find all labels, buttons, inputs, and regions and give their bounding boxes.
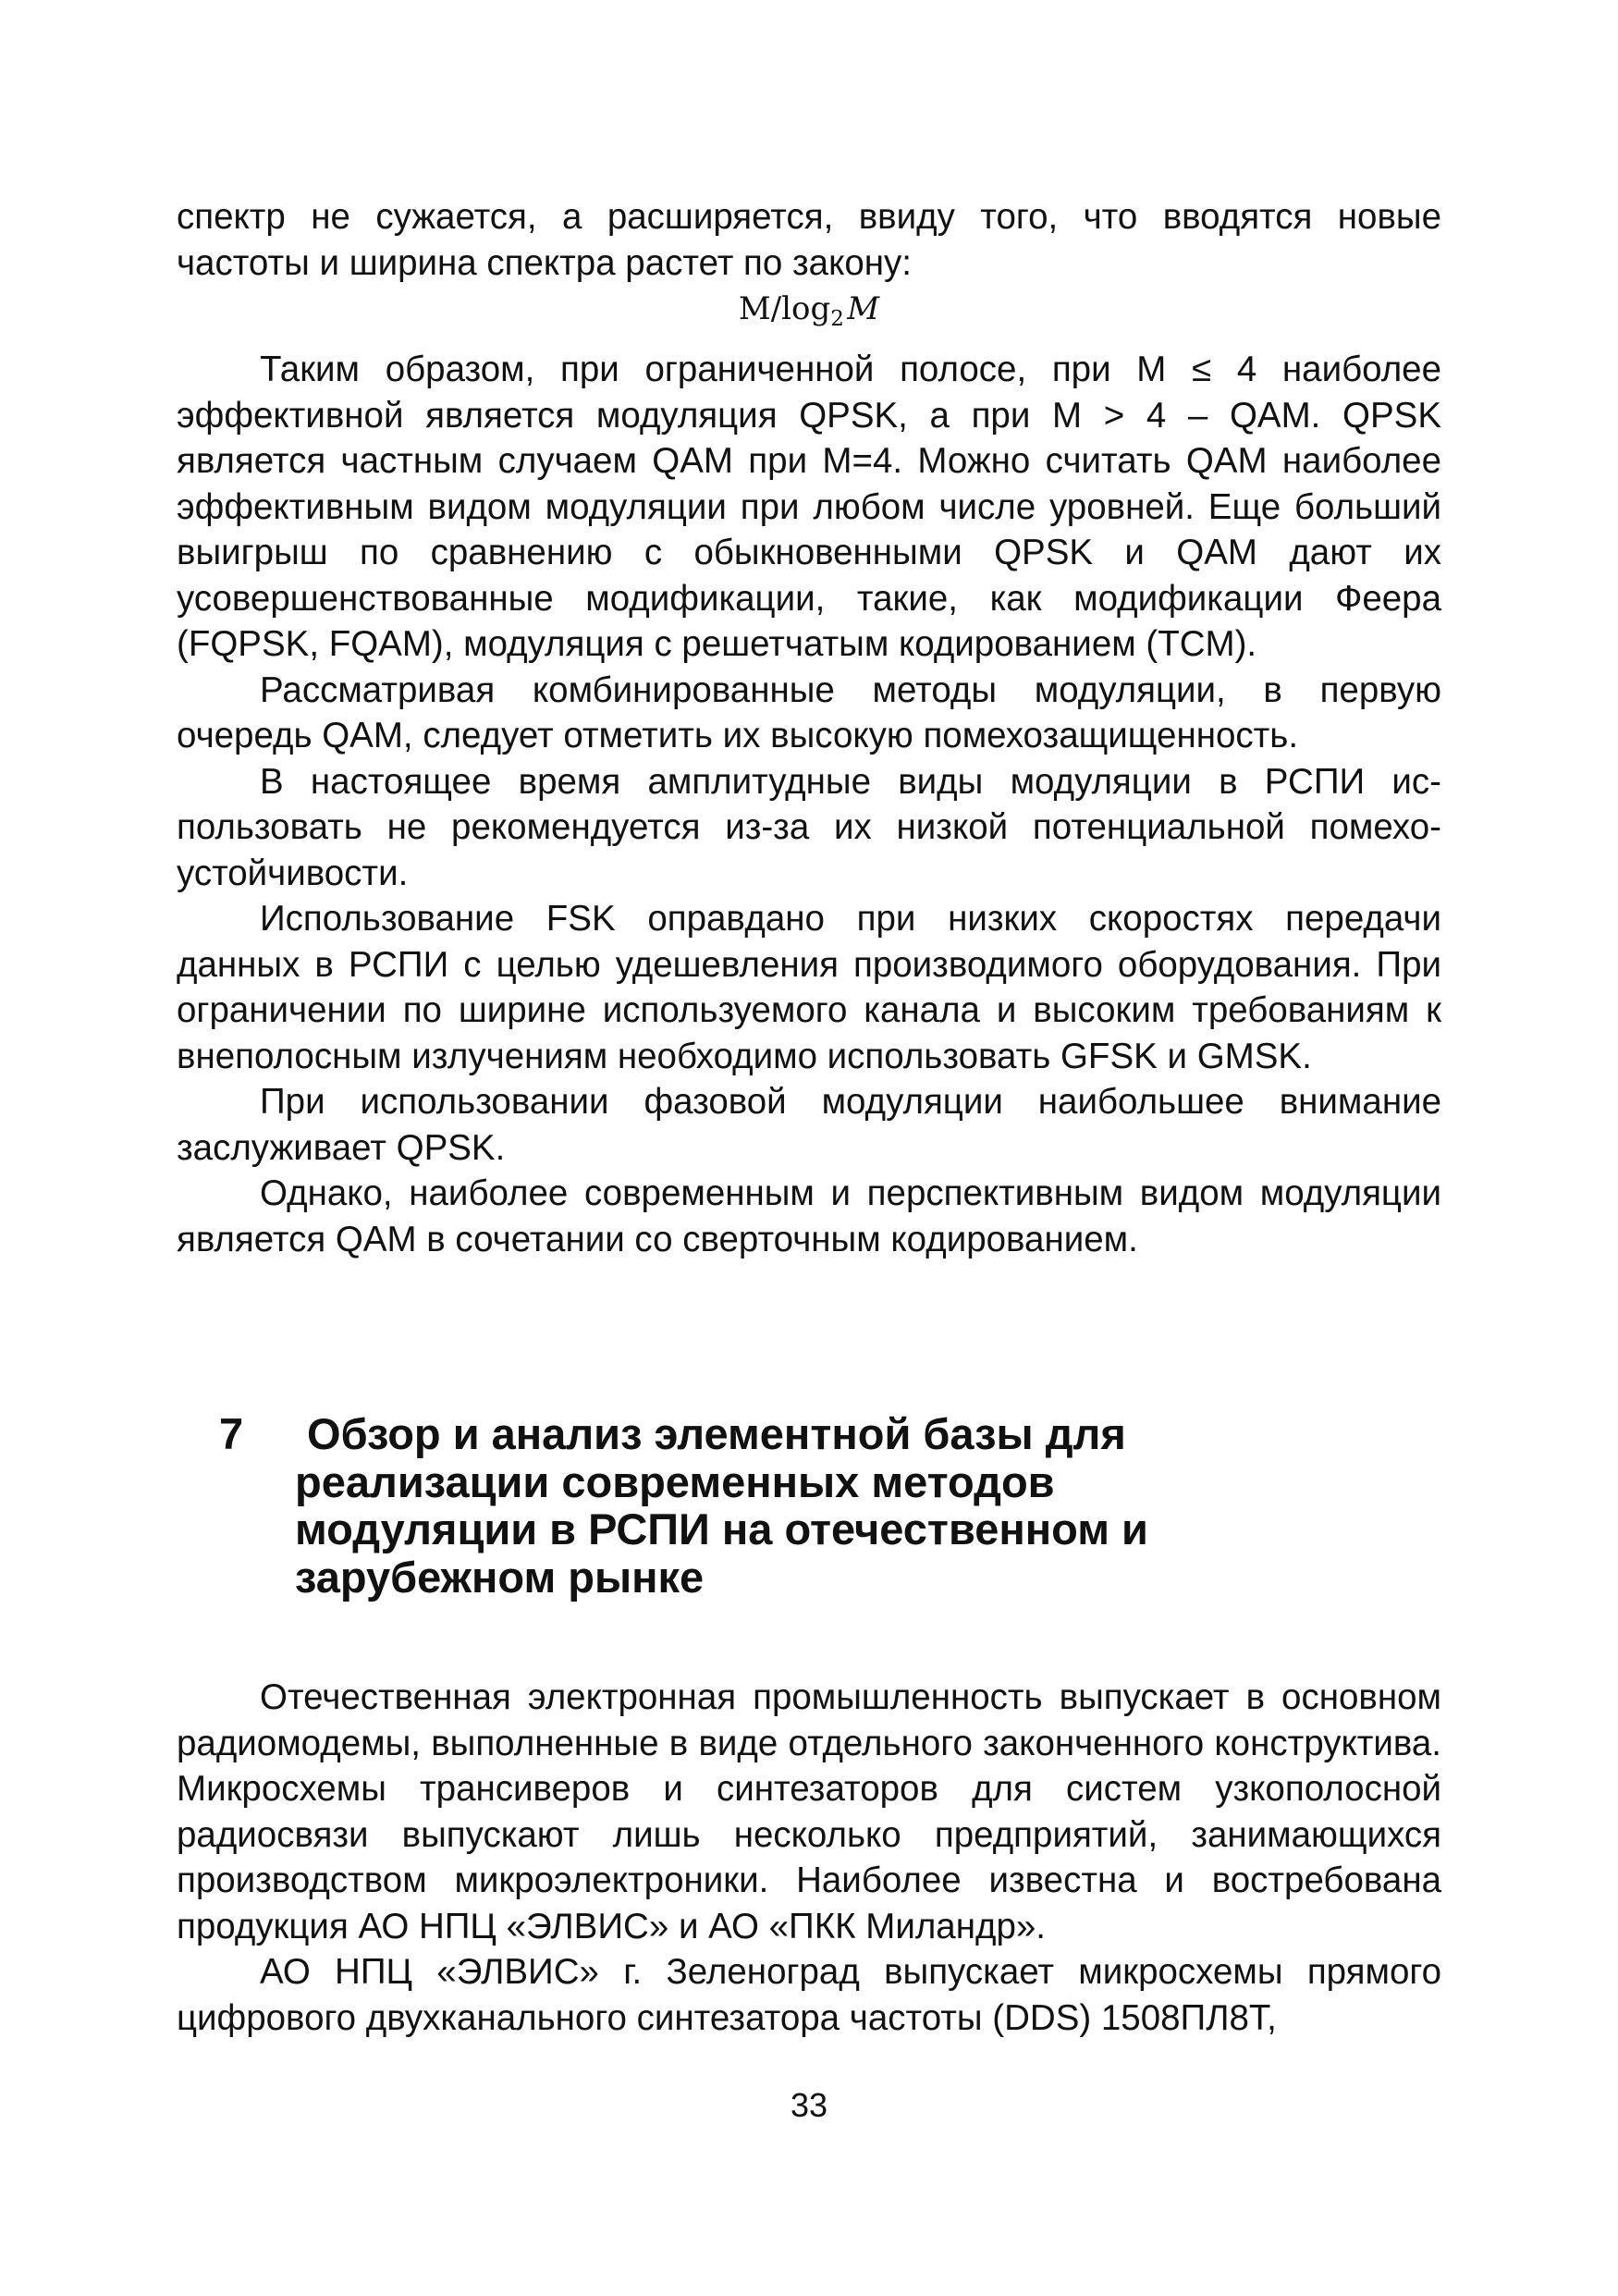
section-heading (219, 1409, 1303, 1602)
section-number: 7 (219, 1409, 244, 1458)
paragraph-domestic-industry: Отечественная электронная промышленность выпускает в основном радиомодемы, выполненные в виде отдельного законченного конструктива. Микросхемы трансиверов и синтезаторов для систем узкополосной радиосвязи выпускают лишь несколько предприятий, занимающихся производством микроэлектроники. Наиболее известна и востребована продукция АО НПЦ «ЭЛВИС» и АО «ПКК Миландр». (177, 1677, 1441, 1946)
paragraph-phase-modulation: При использовании фазовой модуляции наибольшее внимание заслуживает QPSK. (177, 1082, 1441, 1168)
paragraph-continuation: спектр не сужается, а расширяется, ввиду того, что вводятся новые частоты и ширина спектра растет по закону: (177, 197, 1441, 283)
formula-subscript: 2 (830, 307, 844, 331)
paragraph-amplitude-modulation: В настоящее время амплитудные виды модуляции в РСПИ использовать не рекомендуется из-за их низкой потенциальной помехоустойчивости. (177, 761, 1441, 893)
paragraph-qpsk-qam: Таким образом, при ограниченной полосе, при M ≤ 4 наиболее эффективной является модуляция QPSK, а при M > 4 – QAM. QPSK является частным случаем QAM при M=4. Можно считать QAM наиболее эффективным видом модуляции при любом числе уровней. Еще больший выигрыш по сравнению с обыкновенными QPSK и QAM дают их усовершенствованные модификации, такие, как модификации Феера (FQPSK, FQAM), модуляция с решетчатым кодированием (TCM). (177, 350, 1441, 664)
paragraph-elvis: АО НПЦ «ЭЛВИС» г. Зеленоград выпускает микросхемы прямого цифрового двухканального синтезатора частоты (DDS) 1508ПЛ8Т, (177, 1952, 1441, 2038)
formula-m-over-log2-m (177, 286, 1441, 347)
page-number: 33 (790, 2086, 828, 2124)
formula-variable: M (847, 290, 880, 327)
formula-prefix: M/log (738, 290, 831, 327)
section-title: Обзор и анализ элементной базы для реализации современных методов модуляции в РСПИ на отечественном и зарубежном рынке (295, 1409, 1148, 1602)
paragraph-conclusion: Однако, наиболее современным и перспективным видом модуляции является QAM в сочетании со сверточным кодированием. (177, 1173, 1441, 1259)
upper-text-block (177, 194, 1441, 1262)
paragraph-fsk: Использование FSK оправдано при низких скоростях передачи данных в РСПИ с целью удешевления производимого оборудования. При ограничении по ширине используемого канала и высоким требованиям к внеполосным излучениям необходимо использовать GFSK и GMSK. (177, 899, 1441, 1076)
lower-text-block (177, 1675, 1441, 2041)
paragraph-combined-methods: Рассматривая комбинированные методы модуляции, в первую очередь QAM, следует отметить их высокую помехозащищенность. (177, 669, 1441, 755)
